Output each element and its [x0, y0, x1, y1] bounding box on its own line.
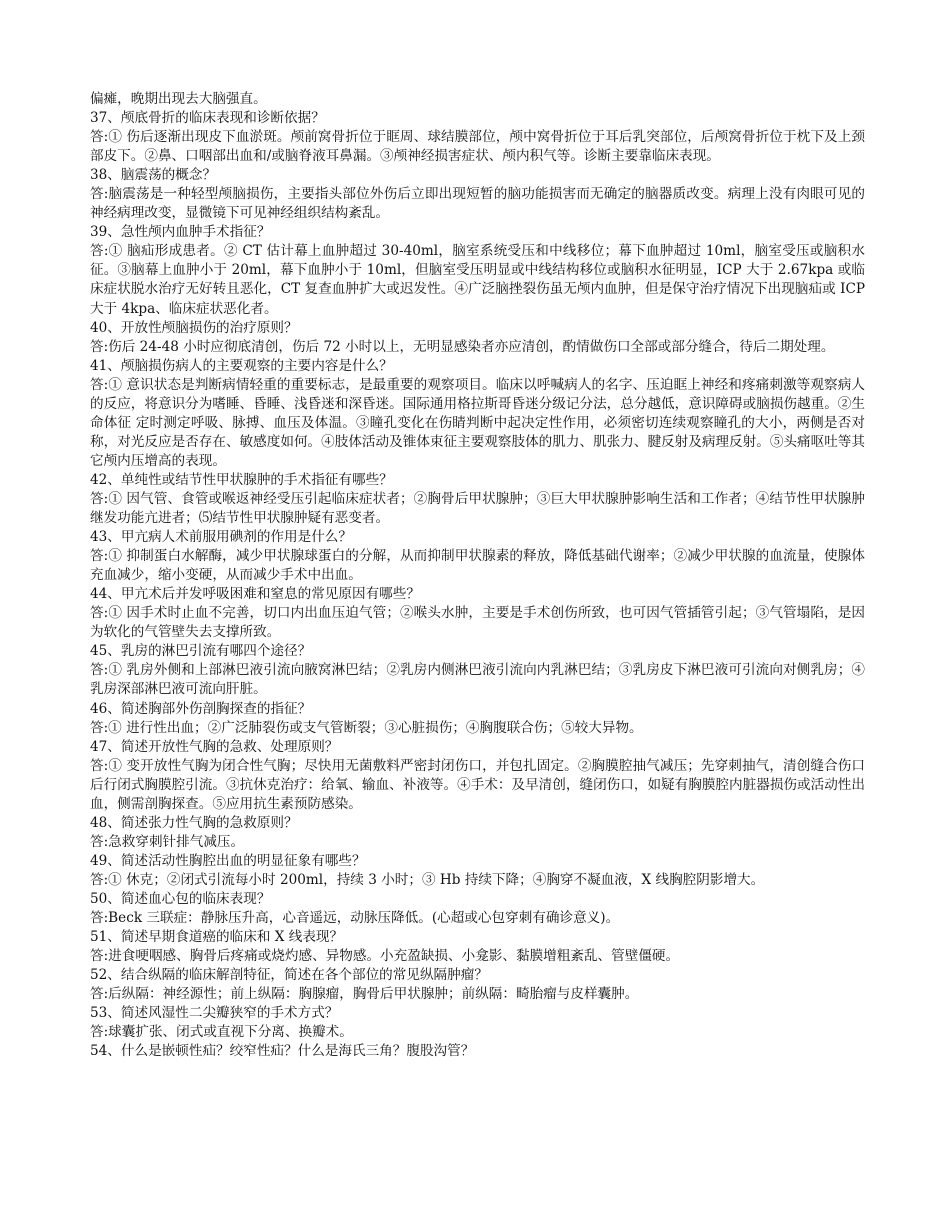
question-46: 46、简述胸部外伤剖胸探查的指征？ [90, 700, 312, 717]
answer-46: 答:① 进行性出血；②广泛肺裂伤或支气管断裂；③心脏损伤；④胸腹联合伤；⑤较大异物。 [90, 719, 643, 736]
answer-42: 答:① 因气管、食管或喉返神经受压引起临床症状者；②胸骨后甲状腺肿；③巨大甲状腺肿影响生活和工作者；④结节性甲状腺肿继发功能亢进者；⑸结节性甲状腺肿疑有恶变者。 [90, 490, 865, 527]
question-51: 51、简述早期食道癌的临床和 X 线表现？ [90, 929, 344, 946]
question-49: 49、简述活动性胸腔出血的明显征象有哪些？ [90, 852, 366, 869]
answer-39: 答:① 脑疝形成患者。② CT 估计幕上血肿超过 30-40ml，脑室系统受压和中线移位；幕下血肿超过 10ml，脑室受压或脑积水征。③脑幕上血肿小于 20ml，幕下血肿小于 10ml，但脑室受压明显或中线结构移位或脑积水征明显，ICP 大于 2.67kpa 或临床症状脱水治疗无好转且恶化，CT 复查血肿扩大或迟发性。④广泛脑挫裂伤虽无颅内血肿，但是保守治疗情况下出现脑疝或 ICP 大于 4kpa、临床症状恶化者。 [90, 243, 865, 317]
question-42: 42、单纯性或结节性甲状腺肿的手术指征有哪些？ [90, 471, 393, 488]
question-50: 50、简述血心包的临床表现？ [90, 890, 271, 907]
answer-44: 答:① 因手术时止血不完善，切口内出血压迫气管；②喉头水肿，主要是手术创伤所致，也可因气管插管引起；③气管塌陷，是因为软化的气管壁失去支撑所致。 [90, 605, 865, 641]
question-53: 53、简述风湿性二尖瓣狭窄的手术方式？ [90, 1005, 339, 1022]
paragraph-continuation: 偏瘫，晚期出现去大脑强直。 [90, 91, 267, 107]
question-45: 45、乳房的淋巴引流有哪四个途径？ [90, 643, 312, 660]
question-38: 38、脑震荡的概念？ [90, 167, 217, 184]
answer-49: 答:① 休克；②闭式引流每小时 200ml，持续 3 小时；③ Hb 持续下降；④胸穿不凝血液，X 线胸腔阴影增大。 [90, 871, 765, 888]
answer-37: 答:① 伤后逐渐出现皮下血淤斑。颅前窝骨折位于眶周、球结膜部位，颅中窝骨折位于耳后乳突部位，后颅窝骨折位于枕下及上颈部皮下。②鼻、口咽部出血和/或脑脊液耳鼻漏。③颅神经损害症状、颅内积气等。诊断主要靠临床表现。 [90, 129, 865, 165]
question-43: 43、甲亢病人术前服用碘剂的作用是什么？ [90, 529, 352, 546]
answer-43: 答:① 抑制蛋白水解酶，减少甲状腺球蛋白的分解，从而抑制甲状腺素的释放，降低基础代谢率；②减少甲状腺的血流量，使腺体充血减少，缩小变硬，从而减少手术中出血。 [90, 548, 865, 584]
answer-48: 答:急救穿刺针排气减压。 [90, 833, 245, 850]
answer-51: 答:进食哽咽感、胸骨后疼痛或烧灼感、异物感。小充盈缺损、小龛影、黏膜增粗紊乱、管壁僵硬。 [90, 948, 680, 965]
question-48: 48、简述张力性气胸的急救原则？ [90, 814, 298, 831]
answer-41: 答:① 意识状态是判断病情轻重的重要标志，是最重要的观察项目。临床以呼喊病人的名字、压迫眶上神经和疼痛刺激等观察病人的反应，将意识分为嗜睡、昏睡、浅昏迷和深昏迷。国际通用格拉斯哥昏迷分级记分法，总分越低，意识障碍或脑损伤越重。②生命体征 定时测定呼吸、脉搏、血压及体温。③瞳孔变化在伤睛判断中起决定性作用，必须密切连续观察瞳孔的大小，两侧是否对称，对光反应是否存在、敏感度如何。④肢体活动及锥体束征主要观察肢体的肌力、肌张力、腱反射及病理反射。⑤头痛呕吐等其它颅内压增高的表现。 [90, 376, 865, 469]
answer-38: 答:脑震荡是一种轻型颅脑损伤，主要指头部位外伤后立即出现短暂的脑功能损害而无确定的脑器质改变。病理上没有肉眼可见的神经病理改变，显微镜下可见神经组织结构紊乱。 [90, 186, 865, 222]
question-47: 47、简述开放性气胸的急救、处理原则？ [90, 738, 339, 755]
question-54: 54、什么是嵌顿性疝？绞窄性疝？什么是海氏三角？腹股沟管？ [90, 1043, 475, 1060]
question-44: 44、甲亢术后并发呼吸困难和窒息的常见原因有哪些？ [90, 586, 420, 603]
question-52: 52、结合纵隔的临床解剖特征，简述在各个部位的常见纵隔肿瘤？ [90, 967, 488, 984]
question-41: 41、颅脑损伤病人的主要观察的主要内容是什么？ [90, 357, 393, 374]
answer-45: 答:① 乳房外侧和上部淋巴液引流向腋窝淋巴结；②乳房内侧淋巴液引流向内乳淋巴结；③乳房皮下淋巴液可引流向对侧乳房；④乳房深部淋巴液可流向肝脏。 [90, 662, 865, 698]
answer-52: 答:后纵隔：神经源性；前上纵隔：胸腺瘤，胸骨后甲状腺肿；前纵隔：畸胎瘤与皮样囊肿。 [90, 986, 639, 1003]
answer-47: 答:① 变开放性气胸为闭合性气胸；尽快用无菌敷料严密封闭伤口，并包扎固定。②胸膜腔抽气减压；先穿刺抽气，清创缝合伤口后行闭式胸膜腔引流。③抗休克治疗：给氧、输血、补液等。④手术：及早清创，缝闭伤口，如疑有胸膜腔内脏器损伤或活动性出血，侧需剖胸探查。⑤应用抗生素预防感染。 [90, 757, 865, 812]
answer-40: 答:伤后 24-48 小时应彻底清创，伤后 72 小时以上，无明显感染者亦应清创，酌情做伤口全部或部分缝合，待后二期处理。 [90, 338, 835, 355]
question-40: 40、开放性颅脑损伤的治疗原则？ [90, 319, 298, 336]
document-page [90, 90, 865, 1061]
question-39: 39、急性颅内血肿手术指征？ [90, 224, 271, 241]
answer-50: 答:Beck 三联症：静脉压升高，心音遥远，动脉压降低。(心超或心包穿刺有确诊意义)。 [90, 910, 620, 927]
answer-53: 答:球囊扩张、闭式或直视下分离、换瓣术。 [90, 1024, 353, 1041]
question-37: 37、颅底骨折的临床表现和诊断依据？ [90, 110, 325, 127]
